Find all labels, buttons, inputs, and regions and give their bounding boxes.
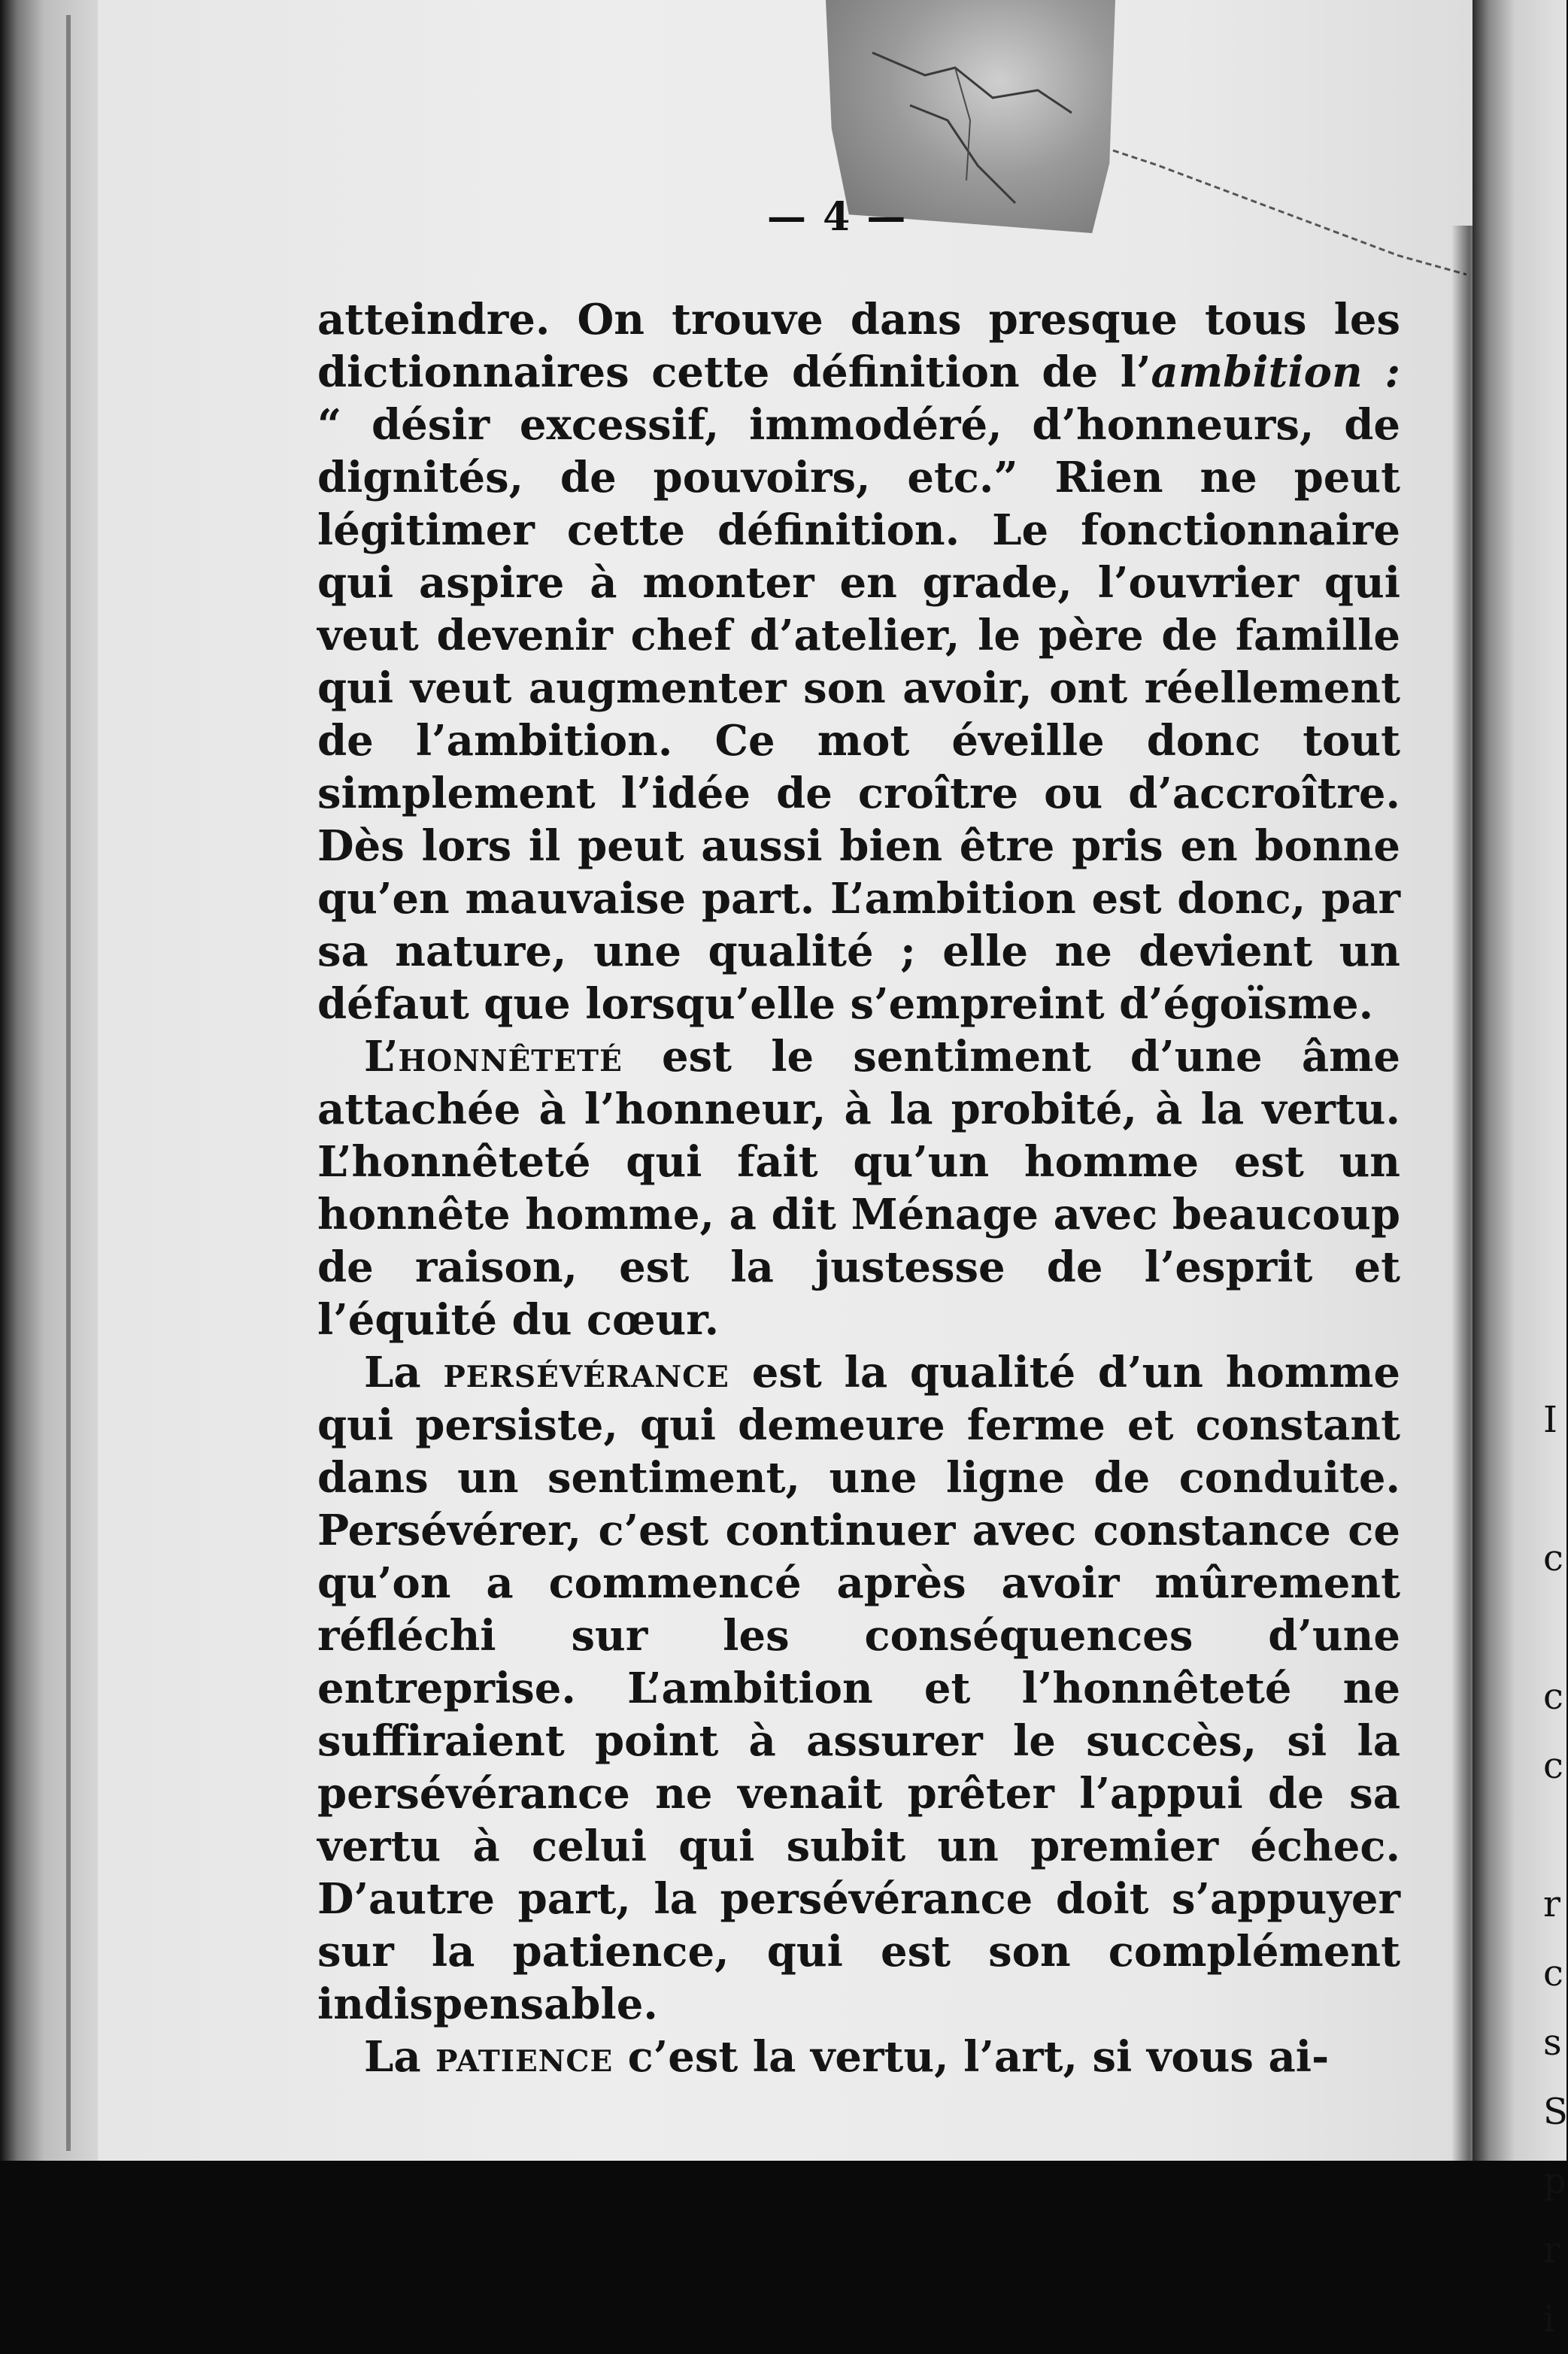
adjacent-glyph: c [1543,1952,1563,1995]
text-run: La [364,2032,436,2082]
adjacent-glyph [1543,1800,1566,1870]
adjacent-glyph: c [1543,1537,1563,1579]
adjacent-glyph: i [1543,2298,1555,2340]
text-run: “ désir excessif, immodéré, d’honneurs, de dignités, de pouvoirs, etc.” Rien ne peut légitimer cette définition. Le fonctionnaire qui aspire à monter en grade, l’ouvrier qui veut devenir chef d’atelier, le père de famille qui veut augmenter son avoir, ont réellement de l’ambition. Ce mot éveille donc tout simplement l’idée de croître ou d’accroître. Dès lors il peut aussi bien être pris en bonne qu’en mauvaise part. L’ambition est donc, par sa nature, une qualité ; elle ne devient un défaut que lorsqu’elle s’empreint d’égoïsme. [317,400,1400,1029]
adjacent-glyph: p [1543,2160,1566,2202]
text-run: est le sentiment d’une âme attachée à l’honneur, à la probité, à la vertu. L’honnêteté qui fait qu’un homme est un honnête homme, a dit Ménage avec beaucoup de raison, est la justesse de l’esprit et l’équité du cœur. [317,1032,1400,1345]
adjacent-glyph [1543,1316,1566,1385]
adjacent-glyph: S [1543,2091,1568,2133]
adjacent-glyph [1543,1455,1566,1524]
adjacent-page-text [1543,1316,1566,2354]
text-run: c’est la vertu, l’art, si vous ai- [613,2032,1330,2082]
adjacent-glyph: s [1543,2022,1562,2064]
adjacent-glyph: r [1543,2229,1560,2271]
text-run: La [364,1348,444,1397]
text-run: atteindre. On trouve dans presque tous les dictionnaires cette définition de l’ [317,295,1400,397]
paragraph-ambition [317,293,1400,1030]
adjacent-glyph: c [1543,1676,1563,1718]
paper-tear-line [1113,143,1474,278]
text-run: L’ [364,1032,399,1081]
body-text [317,293,1400,2083]
paragraph-perseverance [317,1346,1400,2031]
paragraph-honnetete [317,1030,1400,1346]
text-run: est la qualité d’un homme qui persiste, qui demeure ferme et constant dans un sentiment, une ligne de conduite. Persévérer, c’est continuer avec constance ce qu’on a commencé après avoir mûrement réfléchi sur les conséquences d’une entreprise. L’ambition et l’honnêteté ne suffiraient point à assurer le succès, si la persévérance ne venait prêter l’appui de sa vertu à celui qui subit un premier échec. D’autre part, la persévérance doit s’appuyer sur la patience, qui est son complément indispensable. [317,1348,1401,2029]
small-caps-term: persévérance [443,1348,729,1397]
adjacent-glyph: r [1543,1883,1560,1925]
book-binding-shadow [0,0,98,2161]
binding-crease [66,15,71,2151]
page-number: — 4 — [767,194,908,240]
paragraph-patience [317,2031,1400,2083]
small-caps-term: honnêteté [398,1032,623,1081]
adjacent-glyph: I [1543,1399,1557,1441]
photo-crack-lines [865,30,1075,211]
small-caps-term: patience [435,2032,614,2082]
adjacent-glyph [1543,1593,1566,1662]
adjacent-glyph: c [1543,1745,1563,1787]
italic-term: ambition : [1151,347,1401,397]
